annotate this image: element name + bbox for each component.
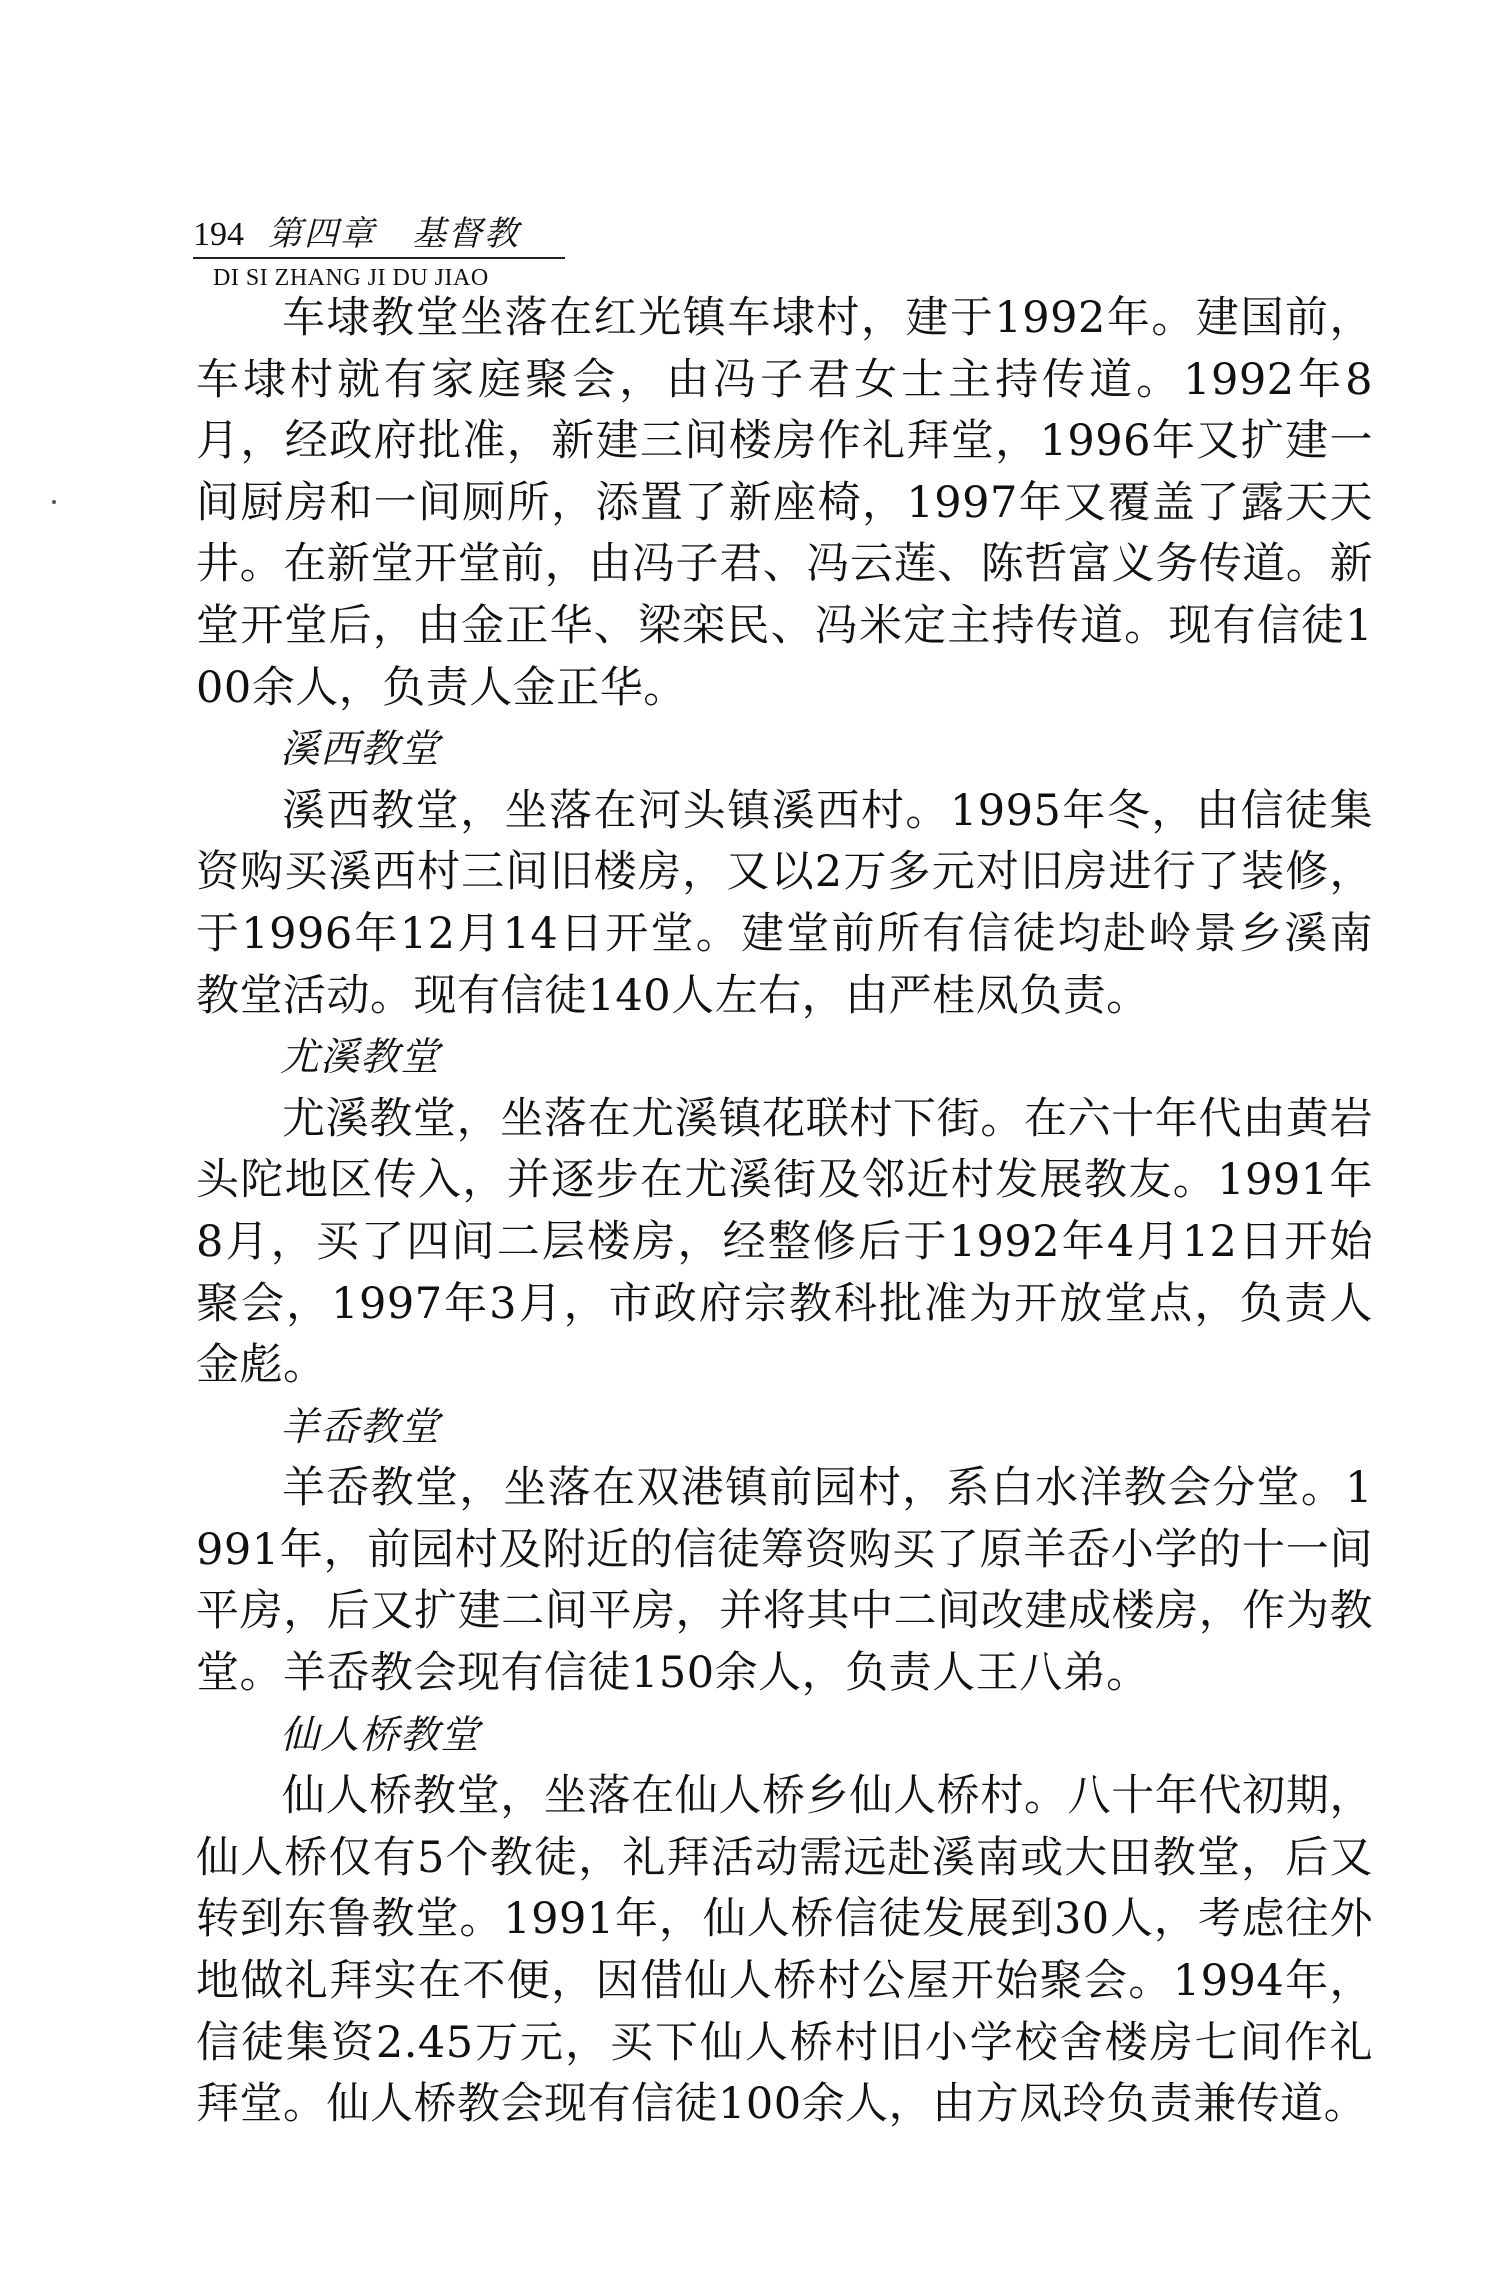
- paragraph-chedai-church: 车埭教堂坐落在红光镇车埭村，建于1992年。建国前，车埭村就有家庭聚会，由冯子君女士主持传道。1992年8月，经政府批准，新建三间楼房作礼拜堂，1996年又扩建一间厨房和一间厕所，添置了新座椅，1997年又覆盖了露天天井。在新堂开堂前，由冯子君、冯云莲、陈哲富义务传道。新堂开堂后，由金正华、梁栾民、冯米定主持传道。现有信徒100余人，负责人金正华。: [196, 293, 1373, 713]
- paragraph-xianrenqiao-church: 仙人桥教堂，坐落在仙人桥乡仙人桥村。八十年代初期，仙人桥仅有5个教徒，礼拜活动需远赴溪南或大田教堂，后又转到东鲁教堂。1991年，仙人桥信徒发展到30人，考虑往外地做礼拜实在不便，因借仙人桥村公屋开始聚会。1994年，信徒集资2.45万元，买下仙人桥村旧小学校舍楼房七间作礼拜堂。仙人桥教会现有信徒100余人，由方凤玲负责兼传道。: [196, 1771, 1373, 2130]
- section-title-xixi: 溪西教堂: [280, 727, 441, 773]
- section-title-yangao: 羊岙教堂: [280, 1404, 441, 1450]
- section-title-xianrenqiao: 仙人桥教堂: [280, 1712, 481, 1758]
- running-head-line: [193, 214, 565, 259]
- paragraph-youxi-church: 尤溪教堂，坐落在尤溪镇花联村下街。在六十年代由黄岩头陀地区传入，并逐步在尤溪街及邻近村发展教友。1991年8月，买了四间二层楼房，经整修后于1992年4月12日开始聚会，1997年3月，市政府宗教科批准为开放堂点，负责人金彪。: [196, 1093, 1373, 1391]
- paragraph-xixi-church: 溪西教堂，坐落在河头镇溪西村。1995年冬，由信徒集资购买溪西村三间旧楼房，又以2万多元对旧房进行了装修，于1996年12月14日开堂。建堂前所有信徒均赴岭景乡溪南教堂活动。现有信徒140人左右，由严桂凤负责。: [196, 785, 1373, 1021]
- paragraph-yangao-church: 羊岙教堂，坐落在双港镇前园村，系白水洋教会分堂。1991年，前园村及附近的信徒筹资购买了原羊岙小学的十一间平房，后又扩建二间平房，并将其中二间改建成楼房，作为教堂。羊岙教会现有信徒150余人，负责人王八弟。: [196, 1463, 1373, 1699]
- section-title-youxi: 尤溪教堂: [280, 1035, 441, 1081]
- chapter-pinyin: DI SI ZHANG JI DU JIAO: [213, 265, 489, 291]
- scan-speck: [52, 500, 56, 504]
- page-number: 194: [193, 216, 244, 253]
- running-head: [193, 214, 573, 293]
- chapter-title: 第四章 基督教: [268, 214, 520, 254]
- body-text: [196, 288, 1373, 2136]
